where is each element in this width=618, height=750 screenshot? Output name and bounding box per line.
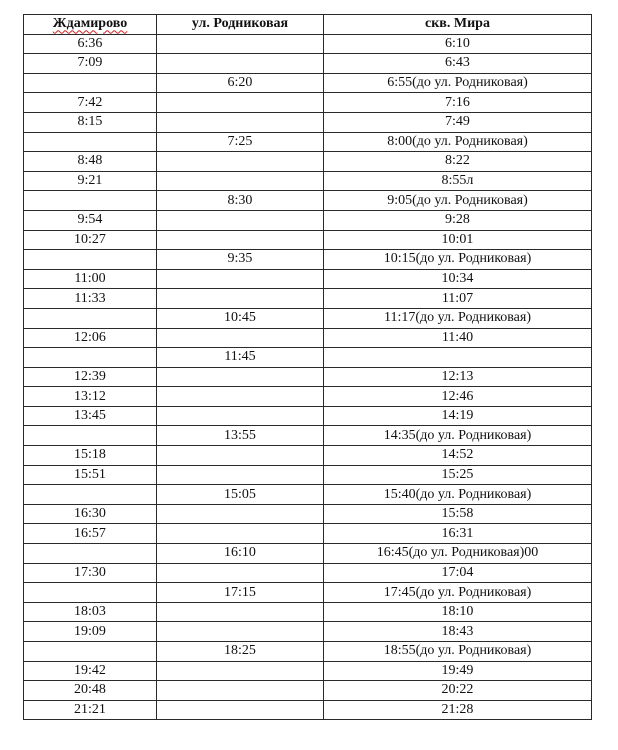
table-row — [24, 465, 592, 485]
table-row — [24, 132, 592, 152]
rodnikovaya-time: 15:05 — [157, 485, 324, 505]
skv-mira-time: 7:16 — [324, 93, 592, 113]
skv-mira-time: 7:49 — [324, 112, 592, 132]
table-row — [24, 93, 592, 113]
skv-mira-time: 14:35(до ул. Родниковая) — [324, 426, 592, 446]
table-row — [24, 250, 592, 270]
skv-mira-time: 16:45(до ул. Родниковая)00 — [324, 544, 592, 564]
table-row — [24, 152, 592, 172]
zhdamirovo-time — [24, 348, 157, 368]
bus-schedule-table — [23, 14, 592, 720]
zhdamirovo-time: 15:51 — [24, 465, 157, 485]
zhdamirovo-time: 6:36 — [24, 34, 157, 54]
skv-mira-time: 6:55(до ул. Родниковая) — [324, 73, 592, 93]
zhdamirovo-time — [24, 308, 157, 328]
zhdamirovo-time: 19:09 — [24, 622, 157, 642]
rodnikovaya-time — [157, 289, 324, 309]
skv-mira-time: 11:07 — [324, 289, 592, 309]
rodnikovaya-time — [157, 681, 324, 701]
table-row — [24, 348, 592, 368]
rodnikovaya-time — [157, 93, 324, 113]
zhdamirovo-time: 15:18 — [24, 446, 157, 466]
rodnikovaya-time — [157, 112, 324, 132]
table-row — [24, 700, 592, 720]
rodnikovaya-time: 16:10 — [157, 544, 324, 564]
zhdamirovo-time — [24, 485, 157, 505]
rodnikovaya-time: 8:30 — [157, 191, 324, 211]
skv-mira-time: 9:05(до ул. Родниковая) — [324, 191, 592, 211]
table-row — [24, 289, 592, 309]
skv-mira-time: 10:34 — [324, 269, 592, 289]
table-row — [24, 583, 592, 603]
header-zhdamirovo — [24, 15, 157, 35]
zhdamirovo-time: 7:42 — [24, 93, 157, 113]
skv-mira-time: 14:52 — [324, 446, 592, 466]
schedule-body — [24, 34, 592, 720]
zhdamirovo-time: 17:30 — [24, 563, 157, 583]
zhdamirovo-time: 9:54 — [24, 210, 157, 230]
table-row — [24, 406, 592, 426]
zhdamirovo-time: 16:30 — [24, 504, 157, 524]
header-rodnikovaya: ул. Родниковая — [157, 15, 324, 35]
skv-mira-time: 16:31 — [324, 524, 592, 544]
rodnikovaya-time — [157, 367, 324, 387]
skv-mira-time: 10:01 — [324, 230, 592, 250]
rodnikovaya-time — [157, 269, 324, 289]
rodnikovaya-time — [157, 406, 324, 426]
rodnikovaya-time — [157, 230, 324, 250]
table-row — [24, 485, 592, 505]
table-row — [24, 524, 592, 544]
skv-mira-time: 11:40 — [324, 328, 592, 348]
skv-mira-time: 8:00(до ул. Родниковая) — [324, 132, 592, 152]
header-label: Ждамирово — [52, 16, 128, 32]
rodnikovaya-time — [157, 152, 324, 172]
skv-mira-time: 21:28 — [324, 700, 592, 720]
zhdamirovo-time: 11:33 — [24, 289, 157, 309]
skv-mira-time: 15:40(до ул. Родниковая) — [324, 485, 592, 505]
skv-mira-time: 17:04 — [324, 563, 592, 583]
table-row — [24, 563, 592, 583]
skv-mira-time: 9:28 — [324, 210, 592, 230]
skv-mira-time: 15:25 — [324, 465, 592, 485]
header-row — [24, 15, 592, 35]
rodnikovaya-time: 9:35 — [157, 250, 324, 270]
table-row — [24, 73, 592, 93]
table-row — [24, 622, 592, 642]
zhdamirovo-time — [24, 426, 157, 446]
rodnikovaya-time: 13:55 — [157, 426, 324, 446]
skv-mira-time: 12:13 — [324, 367, 592, 387]
table-row — [24, 308, 592, 328]
skv-mira-time: 18:10 — [324, 602, 592, 622]
zhdamirovo-time: 16:57 — [24, 524, 157, 544]
rodnikovaya-time — [157, 563, 324, 583]
rodnikovaya-time — [157, 465, 324, 485]
table-row — [24, 112, 592, 132]
zhdamirovo-time — [24, 642, 157, 662]
table-row — [24, 602, 592, 622]
skv-mira-time: 6:10 — [324, 34, 592, 54]
table-row — [24, 642, 592, 662]
zhdamirovo-time — [24, 132, 157, 152]
table-row — [24, 328, 592, 348]
table-row — [24, 387, 592, 407]
skv-mira-time: 19:49 — [324, 661, 592, 681]
skv-mira-time: 11:17(до ул. Родниковая) — [324, 308, 592, 328]
table-row — [24, 426, 592, 446]
zhdamirovo-time — [24, 544, 157, 564]
table-row — [24, 504, 592, 524]
skv-mira-time: 8:55л — [324, 171, 592, 191]
zhdamirovo-time: 11:00 — [24, 269, 157, 289]
table-row — [24, 230, 592, 250]
zhdamirovo-time: 7:09 — [24, 54, 157, 74]
zhdamirovo-time: 13:45 — [24, 406, 157, 426]
skv-mira-time: 15:58 — [324, 504, 592, 524]
table-row — [24, 191, 592, 211]
zhdamirovo-time: 20:48 — [24, 681, 157, 701]
skv-mira-time: 12:46 — [324, 387, 592, 407]
zhdamirovo-time: 12:39 — [24, 367, 157, 387]
skv-mira-time: 6:43 — [324, 54, 592, 74]
zhdamirovo-time: 8:48 — [24, 152, 157, 172]
table-row — [24, 210, 592, 230]
rodnikovaya-time — [157, 328, 324, 348]
rodnikovaya-time: 11:45 — [157, 348, 324, 368]
rodnikovaya-time — [157, 387, 324, 407]
rodnikovaya-time — [157, 622, 324, 642]
rodnikovaya-time — [157, 602, 324, 622]
zhdamirovo-time: 10:27 — [24, 230, 157, 250]
rodnikovaya-time: 17:15 — [157, 583, 324, 603]
rodnikovaya-time: 18:25 — [157, 642, 324, 662]
zhdamirovo-time: 12:06 — [24, 328, 157, 348]
rodnikovaya-time — [157, 700, 324, 720]
zhdamirovo-time: 8:15 — [24, 112, 157, 132]
table-row — [24, 661, 592, 681]
table-row — [24, 34, 592, 54]
rodnikovaya-time — [157, 34, 324, 54]
table-row — [24, 171, 592, 191]
table-row — [24, 367, 592, 387]
zhdamirovo-time: 18:03 — [24, 602, 157, 622]
rodnikovaya-time — [157, 504, 324, 524]
zhdamirovo-time: 9:21 — [24, 171, 157, 191]
zhdamirovo-time — [24, 191, 157, 211]
skv-mira-time: 14:19 — [324, 406, 592, 426]
skv-mira-time: 8:22 — [324, 152, 592, 172]
header-skv-mira: скв. Мира — [324, 15, 592, 35]
skv-mira-time: 18:55(до ул. Родниковая) — [324, 642, 592, 662]
zhdamirovo-time: 19:42 — [24, 661, 157, 681]
table-row — [24, 446, 592, 466]
table-row — [24, 269, 592, 289]
table-row — [24, 681, 592, 701]
table-row — [24, 54, 592, 74]
rodnikovaya-time: 6:20 — [157, 73, 324, 93]
skv-mira-time: 17:45(до ул. Родниковая) — [324, 583, 592, 603]
rodnikovaya-time — [157, 446, 324, 466]
rodnikovaya-time — [157, 171, 324, 191]
table-row — [24, 544, 592, 564]
zhdamirovo-time: 21:21 — [24, 700, 157, 720]
zhdamirovo-time: 13:12 — [24, 387, 157, 407]
skv-mira-time: 10:15(до ул. Родниковая) — [324, 250, 592, 270]
rodnikovaya-time — [157, 524, 324, 544]
rodnikovaya-time — [157, 54, 324, 74]
skv-mira-time: 18:43 — [324, 622, 592, 642]
rodnikovaya-time: 7:25 — [157, 132, 324, 152]
skv-mira-time — [324, 348, 592, 368]
rodnikovaya-time — [157, 210, 324, 230]
rodnikovaya-time — [157, 661, 324, 681]
rodnikovaya-time: 10:45 — [157, 308, 324, 328]
skv-mira-time: 20:22 — [324, 681, 592, 701]
zhdamirovo-time — [24, 250, 157, 270]
zhdamirovo-time — [24, 583, 157, 603]
zhdamirovo-time — [24, 73, 157, 93]
